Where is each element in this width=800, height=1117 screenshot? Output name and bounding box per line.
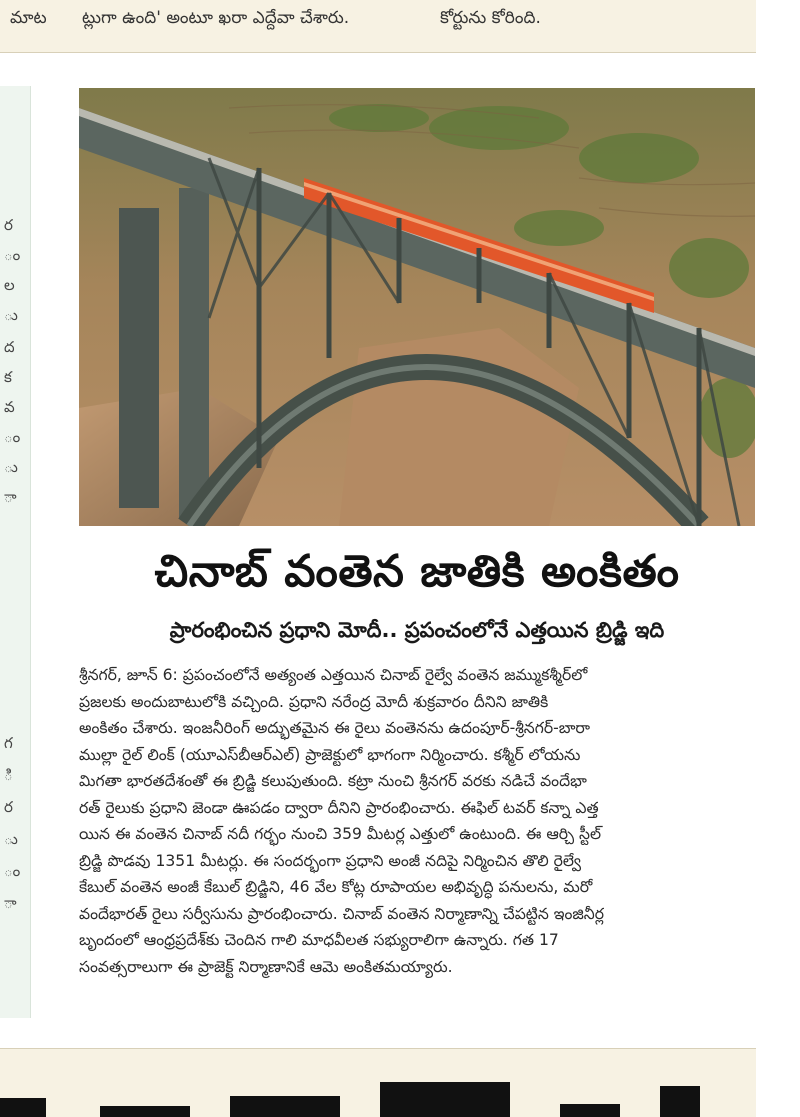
fragment-char: క: [4, 368, 12, 386]
body-line: వందేభారత్ రైలు సర్వీసును ప్రారంభించారు. చినాబ్ వంతెన నిర్మాణాన్ని చేపట్టిన ఇంజినీర్ల: [79, 904, 604, 923]
previous-article-text-col2: ట్లుగా ఉంది' అంటూ ఖరా ఎద్దేవా చేశారు.: [82, 8, 350, 28]
fragment-char: ర: [4, 798, 13, 816]
bridge-photo: [79, 88, 755, 526]
body-line: ముల్లా రైల్ లింక్ (యూఎస్‌బీఆర్ఎల్) ప్రాజెక్టులో భాగంగా నిర్మించారు. కశ్మీర్ లోయను: [79, 745, 581, 764]
fragment-char: ా: [4, 488, 17, 506]
body-line: మిగతా భారతదేశంతో ఈ బ్రిడ్జి కలుపుతుంది. కట్రా నుంచి శ్రీనగర్ వరకు నడిచే వందేభా: [79, 772, 587, 790]
fragment-char: ం: [4, 428, 21, 446]
fragment-char: ద: [4, 338, 15, 356]
fragment-char: ు: [4, 830, 18, 848]
article-subheadline: ప్రారంభించిన ప్రధాని మోదీ.. ప్రపంచంలోనే ఎత్తయిన బ్రిడ్జి ఇది: [169, 618, 665, 642]
next-article-fragment: [0, 1048, 756, 1117]
previous-article-strip: [0, 0, 756, 53]
fragment-char: ర: [4, 216, 13, 234]
fragment-char: ల: [4, 276, 15, 294]
body-line: శ్రీనగర్, జూన్ 6: ప్రపంచంలోనే అత్యంత ఎత్తయిన చినాబ్ రైల్వే వంతెన జమ్ముకశ్మీర్‌లో: [79, 666, 588, 684]
body-line: బృందంలో ఆంధ్రప్రదేశ్‌కు చెందిన గాలి మాధవీలత సభ్యురాలిగా ఉన్నారు. గత 17: [79, 931, 559, 949]
fragment-char: గ: [4, 734, 13, 752]
fragment-char: వ: [4, 398, 15, 416]
body-line: ప్రజలకు అందుబాటులోకి వచ్చింది. ప్రధాని నరేంద్ర మోదీ శుక్రవారం దీనిని జాతికి: [79, 692, 549, 711]
article-body: [79, 662, 755, 980]
body-line: యిన ఈ వంతెన చినాబ్ నదీ గర్భం నుంచి 359 మీటర్ల ఎత్తులో ఉంటుంది. ఈ ఆర్చి స్టీల్: [79, 825, 602, 843]
previous-article-text-col1: మాట: [10, 8, 47, 28]
fragment-char: ు: [4, 306, 18, 324]
next-article-headline-fragment: [0, 1069, 756, 1117]
article-headline: చినాబ్ వంతెన జాతికి అంకితం: [154, 546, 680, 597]
previous-article-text-col3: కోర్టును కోరింది.: [440, 8, 541, 28]
body-line: రత్ రైలుకు ప్రధాని జెండా ఊపడం ద్వారా దీనిని ప్రారంభించారు. ఈఫిల్ టవర్ కన్నా ఎత్త: [79, 798, 599, 817]
fragment-char: ు: [4, 458, 18, 476]
fragment-char: ా: [4, 894, 17, 912]
body-line: అంకితం చేశారు. ఇంజనీరింగ్ అద్భుతమైన ఈ రైలు వంతెనను ఉదంపూర్-శ్రీనగర్-బారా: [79, 719, 591, 737]
adjacent-column-fragment: [0, 86, 31, 1018]
fragment-char: ం: [4, 246, 21, 264]
fragment-char: ి: [4, 766, 13, 784]
body-line: సంవత్సరాలుగా ఈ ప్రాజెక్ట్ నిర్మాణానికే ఆమె అంకితమయ్యారు.: [79, 957, 453, 976]
body-line: బ్రిడ్జి పొడవు 1351 మీటర్లు. ఈ సందర్భంగా ప్రధాని అంజీ నదిపై నిర్మించిన తొలి రైల్వే: [79, 851, 582, 870]
page-margin: [757, 0, 800, 1116]
fragment-char: ం: [4, 862, 21, 880]
body-line: కేబుల్ వంతెన అంజీ కేబుల్ బ్రిడ్జిని, 46 వేల కోట్ల రూపాయల అభివృద్ధి పనులను, మరో: [79, 878, 593, 896]
